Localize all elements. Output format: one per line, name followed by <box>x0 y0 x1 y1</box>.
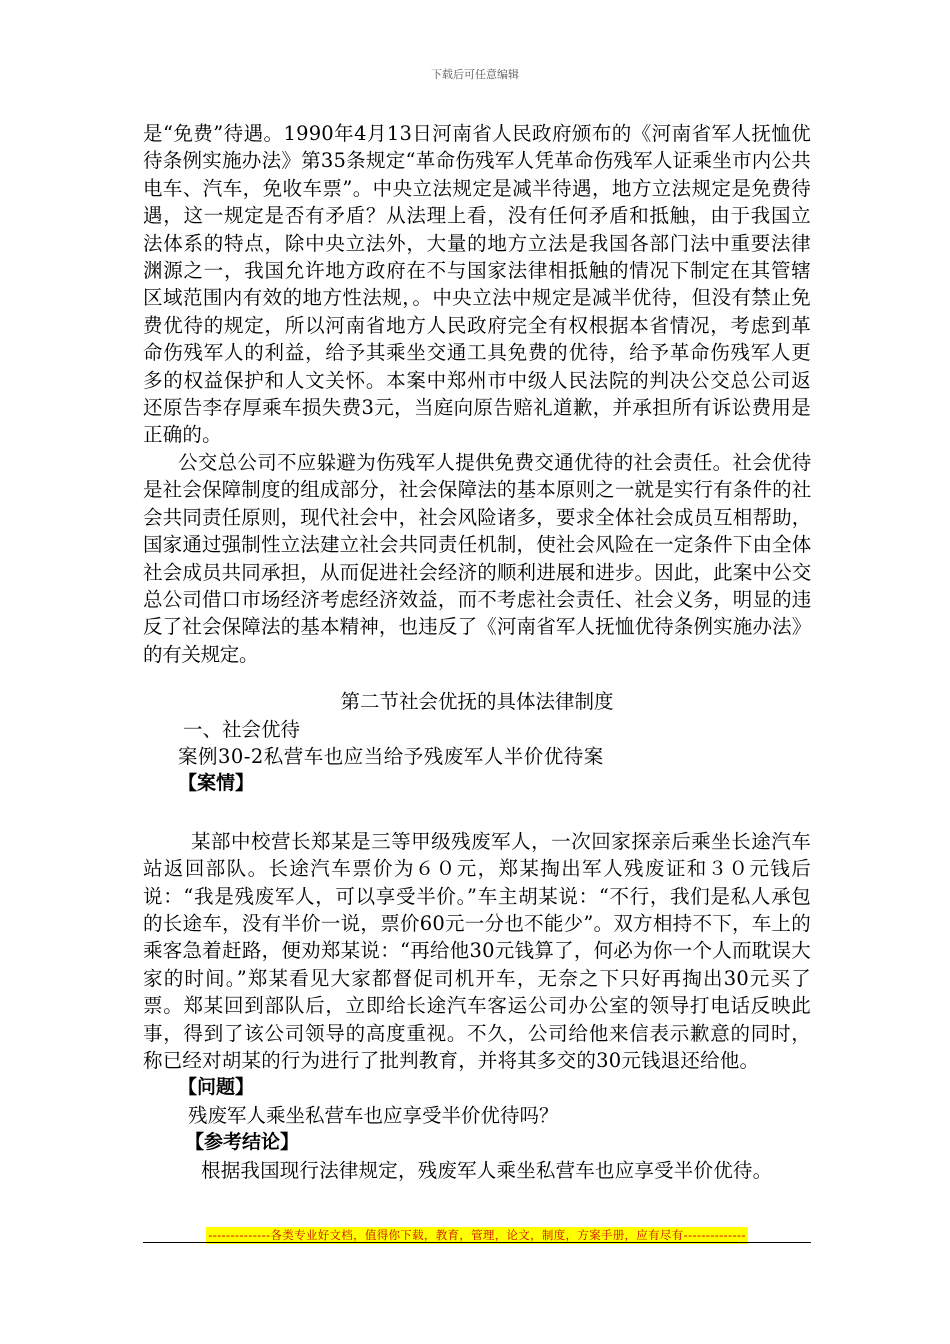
case-facts-body: 某部中校营长郑某是三等甲级残废军人，一次回家探亲后乘坐长途汽车站返回部队。长途汽车票价为６０元，郑某掏出军人残废证和３０元钱后说：“我是残废军人，可以享受半价。”车主胡某说：“不行，我们是私人承包的长途车，没有半价一说，票价60元一分也不能少”。双方相持不下，车上的乘客急着赶路，便劝郑某说：“再给他30元钱算了，何必为你一个人而耽误大家的时间。”郑某看见大家都督促司机开车，无奈之下只好再掏出30元买了票。郑某回到部队后，立即给长途汽车客运公司办公室的领导打电话反映此事，得到了该公司领导的高度重视。不久，公司给他来信表示歉意的同时，称已经对胡某的行为进行了批判教育，并将其多交的30元钱退还给他。 <box>143 829 811 1072</box>
document-body <box>143 120 811 1184</box>
case-title: 案例30-2私营车也应当给予残废军人半价优待案 <box>178 744 604 768</box>
conclusion-text: 根据我国现行法律规定，残废军人乘坐私营车也应享受半价优待。 <box>201 1158 773 1182</box>
footer-banner-text: --------------各类专业好文档，值得你下载，教育，管理，论文，制度，方案手册，应有尽有-------------- <box>208 1228 746 1242</box>
subsection-heading: 一、社会优待 <box>183 717 301 741</box>
spacer <box>143 798 811 828</box>
question-text: 残废军人乘坐私营车也应享受半价优待吗？ <box>188 1103 559 1127</box>
page-header: 下载后可任意编辑 <box>431 68 519 81</box>
section-title: 第二节社会优抚的具体法律制度 <box>340 690 614 714</box>
paragraph-social-responsibility: 公交总公司不应躲避为伤残军人提供免费交通优待的社会责任。社会优待是社会保障制度的组成部分，社会保障法的基本原则之一就是实行有条件的社会共同责任原则，现代社会中，社会风险诸多，要求全体社会成员互相帮助，国家通过强制性立法建立社会共同责任机制，使社会风险在一定条件下由全体社会成员共同承担，从而促进社会经济的顺利进展和进步。因此，此案中公交总公司借口市场经济考虑经济效益，而不考虑社会责任、社会义务，明显的违反了社会保障法的基本精神，也违反了《河南省军人抚恤优待条例实施办法》的有关规定。 <box>143 450 811 666</box>
case-facts-label: 【案情】 <box>178 772 255 795</box>
paragraph-continuation: 是“免费”待遇。1990年4月13日河南省人民政府颁布的《河南省军人抚恤优待条例实施办法》第35条规定“革命伤残军人凭革命伤残军人证乘坐市内公共电车、汽车，免收车票”。中央立法规定是减半待遇，地方立法规定是免费待遇，这一规定是否有矛盾？从法理上看，没有任何矛盾和抵触，由于我国立法体系的特点，除中央立法外，大量的地方立法是我国各部门法中重要法律渊源之一，我国允许地方政府在不与国家法律相抵触的情况下制定在其管辖区域范围内有效的地方性法规，。中央立法中规定是减半优待，但没有禁止免费优待的规定，所以河南省地方人民政府完全有权根据本省情况，考虑到革命伤残军人的利益，给予其乘坐交通工具免费的优待，给予革命伤残军人更多的权益保护和人文关怀。本案中郑州市中级人民法院的判决公交总公司返还原告李存厚乘车损失费3元，当庭向原告赔礼道歉，并承担所有诉讼费用是正确的。 <box>143 122 811 447</box>
question-label: 【问题】 <box>178 1076 255 1099</box>
footer-banner <box>143 1224 811 1241</box>
conclusion-label: 【参考结论】 <box>185 1131 300 1154</box>
footer-divider <box>143 1242 811 1243</box>
